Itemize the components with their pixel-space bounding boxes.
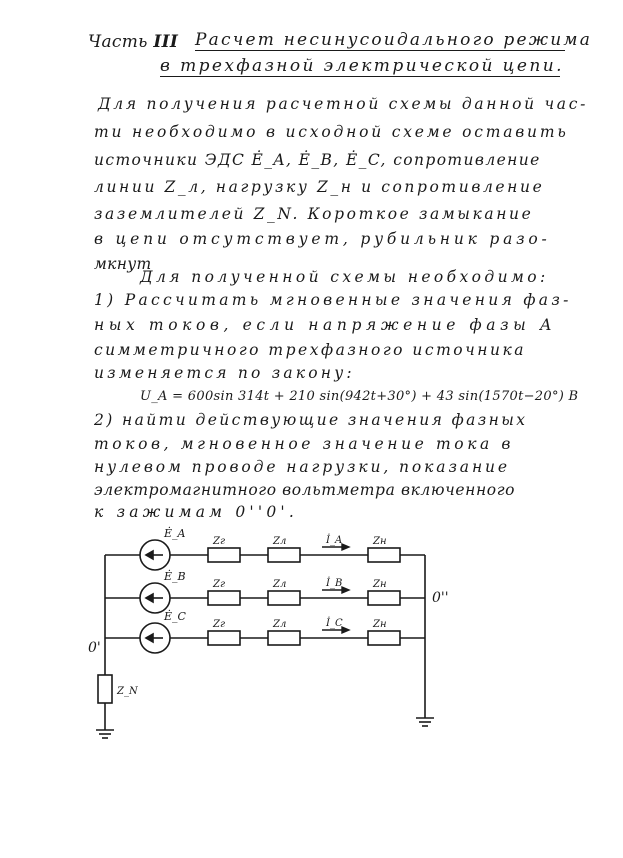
- task2-line: токов, мгновенное значение тока в: [94, 435, 515, 453]
- source-b-label: Ė_B: [164, 570, 186, 583]
- intro-line: линии Z_л, нагрузку Z_н и сопротивление: [94, 178, 545, 196]
- resistor-zn-c: [368, 631, 400, 645]
- resistor-zn-ground: [98, 675, 112, 703]
- node-right-label: 0'': [432, 590, 449, 606]
- zg-label-b: Zг: [213, 579, 226, 590]
- zl-label-a: Zл: [273, 536, 287, 547]
- resistor-zn-b: [368, 591, 400, 605]
- resistor-zg-b: [208, 591, 240, 605]
- part-label: Часть III: [88, 32, 179, 52]
- zl-label-c: Zл: [273, 619, 287, 630]
- resistor-zl-b: [268, 591, 300, 605]
- zn-label-b: Zн: [373, 579, 387, 590]
- zg-label-c: Zг: [213, 619, 226, 630]
- zn-label-a: Zн: [373, 536, 387, 547]
- resistor-zn-a: [368, 548, 400, 562]
- intro-line: источники ЭДС Ė_A, Ė_B, Ė_C, сопротивление: [94, 151, 541, 169]
- source-a-label: Ė_A: [164, 527, 186, 540]
- resistor-zl-c: [268, 631, 300, 645]
- intro-line: ти необходимо в исходной схеме оставить: [94, 123, 569, 141]
- zn-label-c: Zн: [373, 619, 387, 630]
- task1-line: ных токов, если напряжение фазы А: [94, 316, 557, 334]
- voltage-formula: U_A = 600sin 314t + 210 sin(942t+30°) + 43 sin(1570t−20°) B: [140, 389, 579, 404]
- resistor-zl-a: [268, 548, 300, 562]
- zl-label-b: Zл: [273, 579, 287, 590]
- tasks-intro: Для полученной схемы необходимо:: [140, 268, 549, 286]
- resistor-zg-a: [208, 548, 240, 562]
- current-b-label: İ_B: [326, 578, 343, 589]
- current-c-label: İ_C: [326, 618, 343, 629]
- task1-line: 1) Рассчитать мгновенные значения фаз-: [94, 291, 572, 309]
- title-line-2: в трехфазной электрической цепи.: [160, 56, 564, 76]
- node-left-label: 0': [88, 640, 101, 656]
- task2-line: к зажимам 0''0'.: [94, 503, 298, 521]
- source-c-label: Ė_C: [164, 610, 186, 623]
- intro-line: мкнут: [94, 255, 152, 273]
- title-line-1: Расчет несинусоидального режима: [195, 30, 593, 50]
- intro-line: Для получения расчетной схемы данной час-: [98, 95, 589, 113]
- current-a-label: İ_A: [326, 535, 343, 546]
- zg-label-a: Zг: [213, 536, 226, 547]
- task1-line: симметричного трехфазного источника: [94, 341, 526, 359]
- task1-line: изменяется по закону:: [94, 364, 355, 382]
- intro-line: в цепи отсутствует, рубильник разо-: [94, 230, 551, 248]
- task2-line: 2) найти действующие значения фазных: [94, 411, 528, 429]
- intro-line: заземлителей Z_N. Короткое замыкание: [94, 205, 534, 223]
- task2-line: электромагнитного вольтметра включенного: [94, 481, 516, 499]
- zn-ground-label: Z_N: [117, 686, 138, 697]
- task2-line: нулевом проводе нагрузки, показание: [94, 458, 511, 476]
- resistor-zg-c: [208, 631, 240, 645]
